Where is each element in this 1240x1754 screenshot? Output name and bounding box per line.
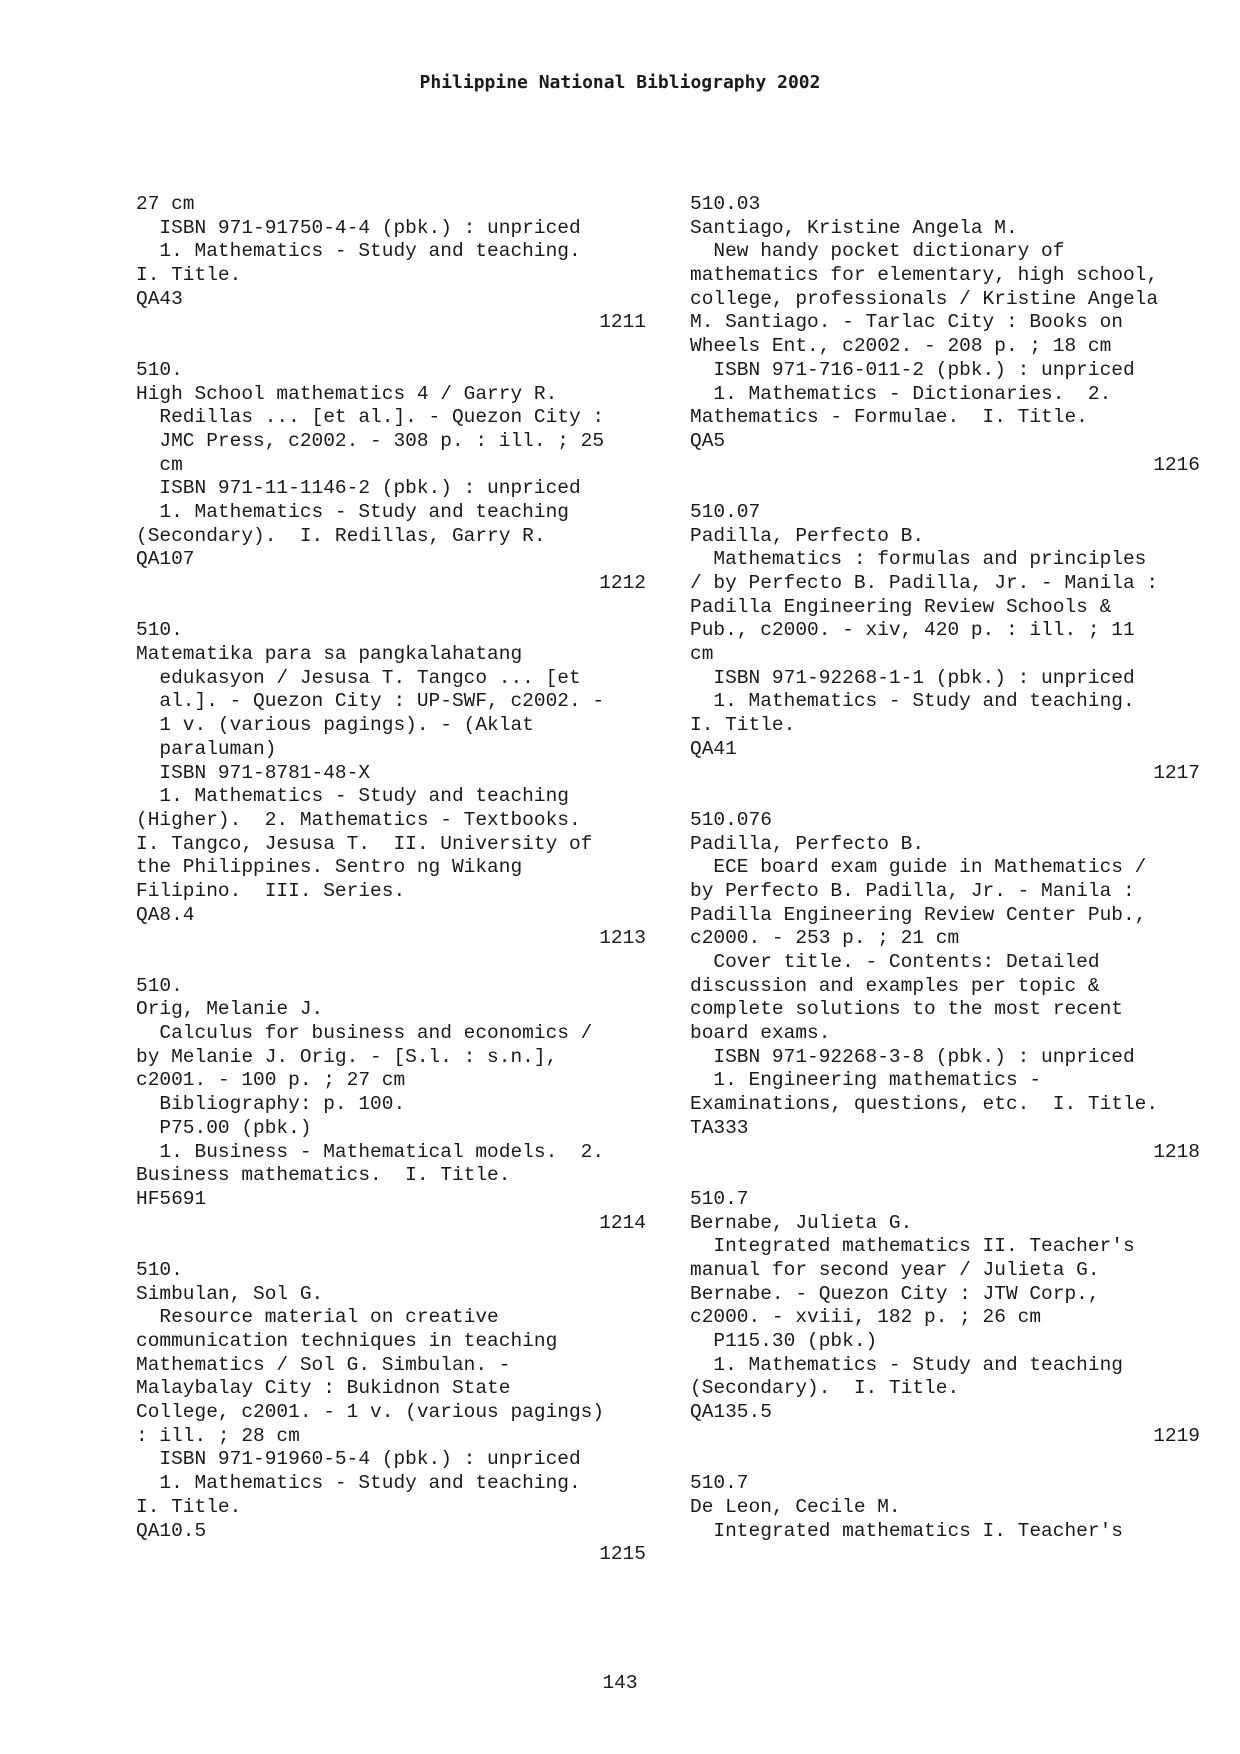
entry-spacer bbox=[136, 335, 646, 359]
bibliographic-entry bbox=[690, 1472, 1200, 1543]
entry-line: al.]. - Quezon City : UP-SWF, c2002. - bbox=[136, 690, 605, 713]
entry-line: the Philippines. Sentro ng Wikang bbox=[136, 856, 523, 879]
entry-line: college, professionals / Kristine Angela bbox=[690, 287, 1159, 310]
entry-line: by Perfecto B. Padilla, Jr. - Manila : bbox=[690, 879, 1135, 902]
entry-line: by Melanie J. Orig. - [S.l. : s.n.], bbox=[136, 1045, 558, 1068]
entry-line: De Leon, Cecile M. bbox=[690, 1495, 901, 1518]
entry-number: 1219 bbox=[1153, 1424, 1200, 1447]
entry-line: ISBN 971-91750-4-4 (pbk.) : unpriced bbox=[136, 216, 581, 239]
entry-line: ISBN 971-11-1146-2 (pbk.) : unpriced bbox=[136, 477, 581, 500]
entry-line: Mathematics / Sol G. Simbulan. - bbox=[136, 1353, 511, 1376]
entry-line: Orig, Melanie J. bbox=[136, 998, 324, 1021]
bibliographic-entry bbox=[690, 501, 1200, 785]
entry-number: 1212 bbox=[599, 572, 646, 594]
bibliographic-entry bbox=[690, 809, 1200, 1164]
entry-number: 1214 bbox=[599, 1211, 646, 1234]
entry-line: 1. Mathematics - Study and teaching bbox=[136, 500, 569, 523]
entry-line: ISBN 971-92268-3-8 (pbk.) : unpriced bbox=[690, 1045, 1135, 1068]
bibliographic-entry bbox=[136, 193, 646, 335]
entry-line: ISBN 971-716-011-2 (pbk.) : unpriced bbox=[690, 358, 1135, 381]
entry-line: / by Perfecto B. Padilla, Jr. - Manila : bbox=[690, 572, 1159, 594]
entry-line: 510. bbox=[136, 358, 183, 381]
entry-line: Integrated mathematics II. Teacher's bbox=[690, 1235, 1135, 1258]
entry-line: QA10.5 bbox=[136, 1519, 207, 1542]
entry-line: 1. Engineering mathematics - bbox=[690, 1069, 1042, 1092]
entry-line: ISBN 971-91960-5-4 (pbk.) : unpriced bbox=[136, 1448, 581, 1471]
entry-line: 510.03 bbox=[690, 193, 761, 215]
entry-number: 1213 bbox=[599, 927, 646, 950]
bibliographic-entry bbox=[136, 1259, 646, 1567]
entry-line: Bibliography: p. 100. bbox=[136, 1093, 406, 1116]
entry-line: 510.07 bbox=[690, 500, 761, 523]
entry-spacer bbox=[690, 1164, 1200, 1188]
entry-line: c2001. - 100 p. ; 27 cm bbox=[136, 1069, 406, 1092]
entry-line: TA333 bbox=[690, 1116, 749, 1139]
entry-line: Simbulan, Sol G. bbox=[136, 1282, 324, 1305]
bibliographic-entry bbox=[136, 975, 646, 1236]
entry-line: 1. Mathematics - Dictionaries. 2. bbox=[690, 382, 1112, 405]
entry-line: 510.7 bbox=[690, 1187, 749, 1210]
entry-line: 27 cm bbox=[136, 193, 195, 215]
entry-line: 1. Mathematics - Study and teaching. bbox=[136, 1472, 581, 1495]
entry-line: I. Title. bbox=[690, 714, 796, 737]
entry-line: Calculus for business and economics / bbox=[136, 1022, 593, 1045]
right-column bbox=[690, 193, 1200, 1543]
entry-line: Pub., c2000. - xiv, 420 p. : ill. ; 11 bbox=[690, 619, 1135, 642]
entry-line: QA135.5 bbox=[690, 1401, 772, 1424]
entry-line: mathematics for elementary, high school, bbox=[690, 264, 1159, 287]
entry-line: Padilla, Perfecto B. bbox=[690, 832, 925, 855]
entry-line: cm bbox=[690, 643, 714, 666]
entry-line: (Higher). 2. Mathematics - Textbooks. bbox=[136, 808, 581, 831]
entry-line: Padilla Engineering Review Schools & bbox=[690, 595, 1112, 618]
entry-line: Matematika para sa pangkalahatang bbox=[136, 643, 523, 666]
entry-line: manual for second year / Julieta G. bbox=[690, 1258, 1100, 1281]
entry-spacer bbox=[136, 596, 646, 620]
entry-line: communication techniques in teaching bbox=[136, 1330, 558, 1352]
entry-line: 1. Mathematics - Study and teaching bbox=[136, 785, 569, 808]
entry-line: QA43 bbox=[136, 287, 183, 310]
entry-line: QA5 bbox=[690, 429, 726, 452]
entry-line: 510.076 bbox=[690, 808, 772, 831]
entry-line: Integrated mathematics I. Teacher's bbox=[690, 1519, 1123, 1542]
entry-line: 510.7 bbox=[690, 1472, 749, 1495]
entry-line: ISBN 971-92268-1-1 (pbk.) : unpriced bbox=[690, 666, 1135, 689]
entry-line: P115.30 (pbk.) bbox=[690, 1330, 878, 1352]
bibliographic-entry bbox=[690, 193, 1200, 477]
entry-line: 510. bbox=[136, 974, 183, 997]
entry-line: 1. Business - Mathematical models. 2. bbox=[136, 1140, 605, 1163]
entry-line: Resource material on creative bbox=[136, 1306, 499, 1329]
bibliographic-entry bbox=[136, 619, 646, 951]
entry-number: 1215 bbox=[599, 1543, 646, 1566]
entry-line: 1. Mathematics - Study and teaching. bbox=[136, 240, 581, 263]
entry-line: Cover title. - Contents: Detailed bbox=[690, 951, 1100, 973]
entry-line: QA8.4 bbox=[136, 903, 195, 926]
entry-number: 1211 bbox=[599, 311, 646, 334]
entry-line: Padilla Engineering Review Center Pub., bbox=[690, 903, 1147, 926]
entry-spacer bbox=[136, 951, 646, 975]
entry-line: Redillas ... [et al.]. - Quezon City : bbox=[136, 406, 605, 429]
entry-line: 1 v. (various pagings). - (Aklat bbox=[136, 714, 534, 737]
entry-line: board exams. bbox=[690, 1022, 831, 1045]
entry-line: cm bbox=[136, 453, 183, 476]
entry-line: P75.00 (pbk.) bbox=[136, 1116, 312, 1139]
entry-line: High School mathematics 4 / Garry R. bbox=[136, 382, 558, 405]
entry-line: Filipino. III. Series. bbox=[136, 879, 406, 902]
page-header-title: Philippine National Bibliography 2002 bbox=[419, 72, 821, 93]
entry-line: Malaybalay City : Bukidnon State bbox=[136, 1377, 511, 1400]
entry-line: edukasyon / Jesusa T. Tangco ... [et bbox=[136, 666, 581, 689]
entry-line: Wheels Ent., c2002. - 208 p. ; 18 cm bbox=[690, 335, 1112, 358]
entry-line: Examinations, questions, etc. I. Title. bbox=[690, 1093, 1159, 1116]
entry-spacer bbox=[690, 1448, 1200, 1472]
entry-spacer bbox=[690, 477, 1200, 501]
entry-line: : ill. ; 28 cm bbox=[136, 1424, 300, 1447]
entry-line: Mathematics - Formulae. I. Title. bbox=[690, 406, 1088, 429]
bibliographic-entry bbox=[690, 1188, 1200, 1449]
entry-line: (Secondary). I. Redillas, Garry R. bbox=[136, 524, 546, 547]
entry-spacer bbox=[690, 785, 1200, 809]
entry-line: 510. bbox=[136, 619, 183, 642]
entry-line: complete solutions to the most recent bbox=[690, 998, 1123, 1021]
entry-line: HF5691 bbox=[136, 1187, 207, 1210]
entry-line: QA41 bbox=[690, 737, 737, 760]
entry-line: Mathematics : formulas and principles bbox=[690, 548, 1147, 571]
entry-number: 1217 bbox=[1153, 761, 1200, 784]
entry-line: I. Tangco, Jesusa T. II. University of bbox=[136, 832, 593, 855]
entry-line: (Secondary). I. Title. bbox=[690, 1377, 960, 1400]
entry-line: 1. Mathematics - Study and teaching bbox=[690, 1353, 1123, 1376]
entry-line: 510. bbox=[136, 1258, 183, 1281]
left-column bbox=[136, 193, 646, 1567]
entry-line: ISBN 971-8781-48-X bbox=[136, 761, 371, 784]
entry-line: 1. Mathematics - Study and teaching. bbox=[690, 690, 1135, 713]
entry-line: College, c2001. - 1 v. (various pagings) bbox=[136, 1401, 605, 1424]
entry-spacer bbox=[136, 1235, 646, 1259]
entry-line: QA107 bbox=[136, 548, 195, 571]
entry-line: Bernabe, Julieta G. bbox=[690, 1211, 913, 1234]
bibliographic-entry bbox=[136, 359, 646, 596]
entry-line: JMC Press, c2002. - 308 p. : ill. ; 25 bbox=[136, 429, 605, 452]
page-number: 143 bbox=[602, 1672, 638, 1694]
entry-line: M. Santiago. - Tarlac City : Books on bbox=[690, 311, 1123, 334]
entry-line: Padilla, Perfecto B. bbox=[690, 524, 925, 547]
entry-number: 1218 bbox=[1153, 1140, 1200, 1163]
entry-line: ECE board exam guide in Mathematics / bbox=[690, 856, 1147, 879]
entry-line: Santiago, Kristine Angela M. bbox=[690, 216, 1018, 239]
entry-line: New handy pocket dictionary of bbox=[690, 240, 1065, 263]
entry-line: discussion and examples per topic & bbox=[690, 974, 1100, 997]
entry-line: Bernabe. - Quezon City : JTW Corp., bbox=[690, 1282, 1100, 1305]
entry-number: 1216 bbox=[1153, 453, 1200, 476]
entry-line: I. Title. bbox=[136, 264, 242, 287]
entry-line: c2000. - xviii, 182 p. ; 26 cm bbox=[690, 1306, 1042, 1329]
entry-line: paraluman) bbox=[136, 737, 277, 760]
entry-line: c2000. - 253 p. ; 21 cm bbox=[690, 927, 960, 950]
entry-line: I. Title. bbox=[136, 1495, 242, 1518]
entry-line: Business mathematics. I. Title. bbox=[136, 1164, 511, 1187]
